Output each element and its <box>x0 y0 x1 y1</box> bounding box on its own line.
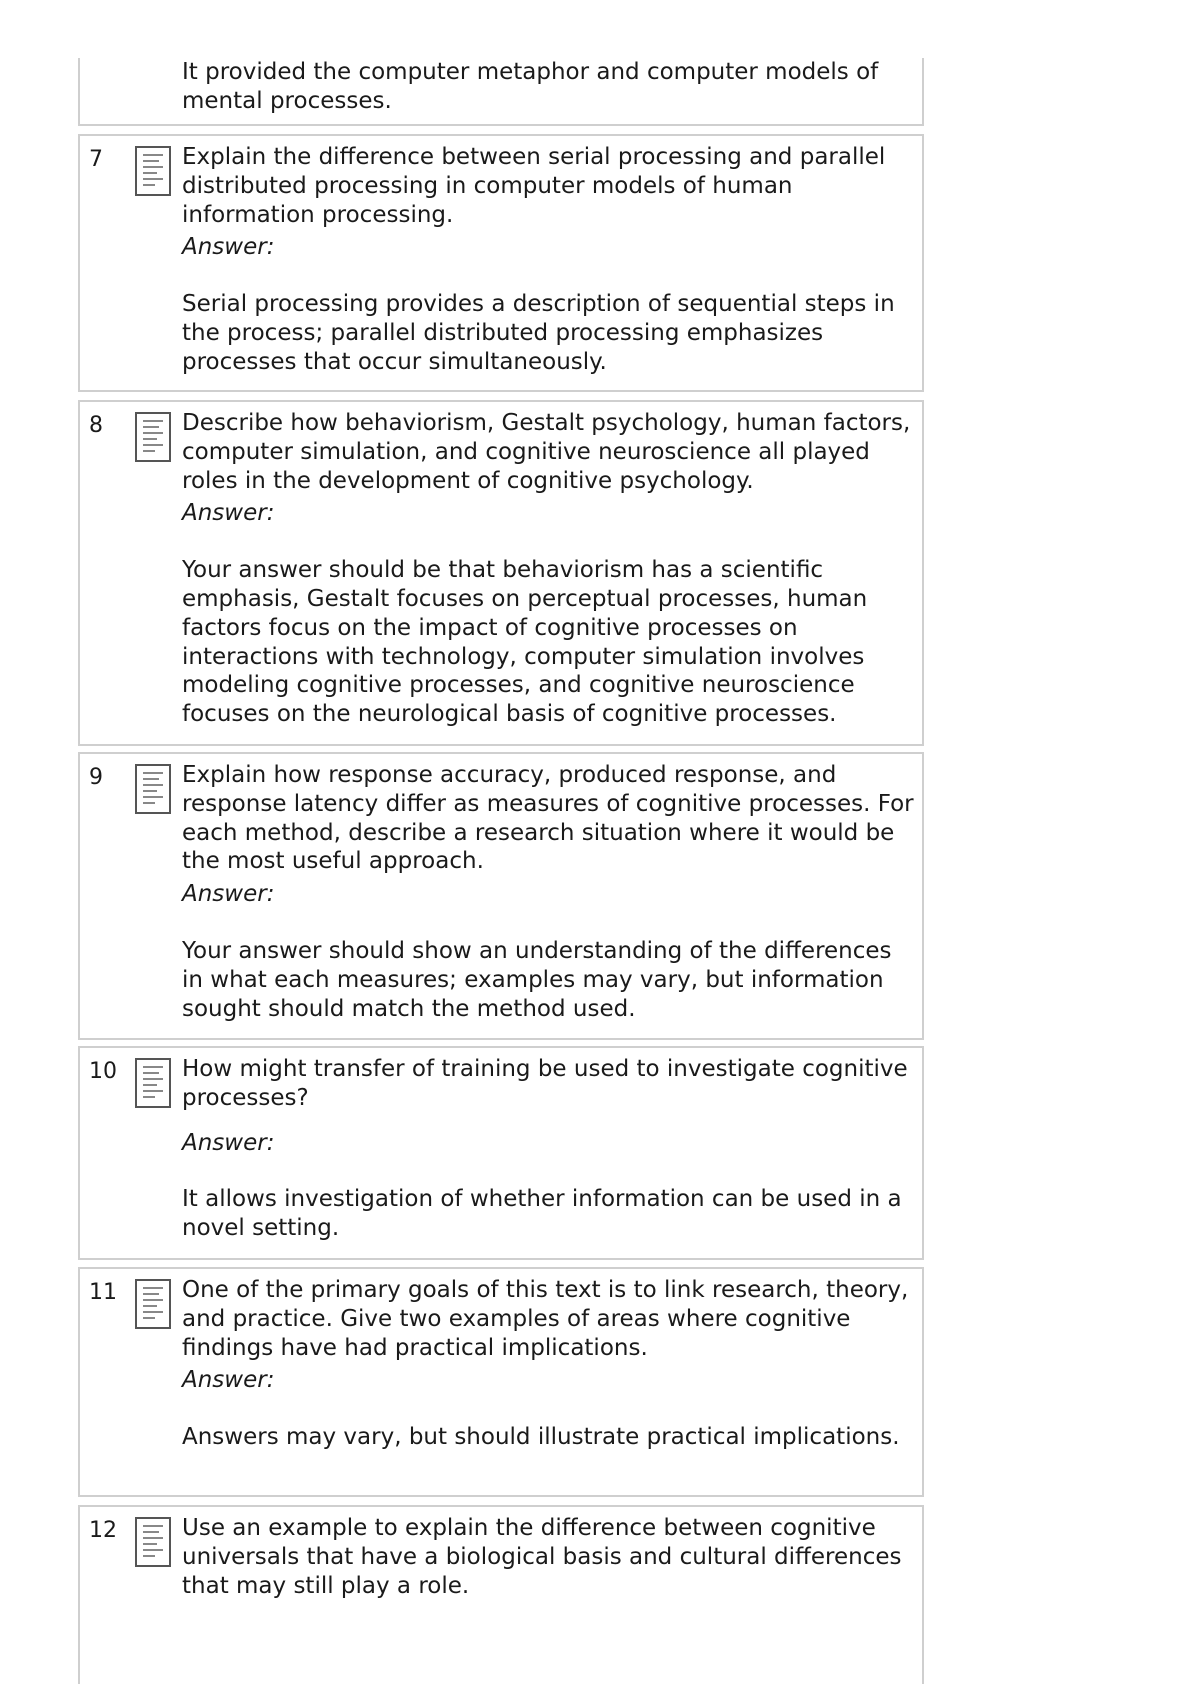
question-block <box>182 1276 916 1452</box>
question-number: 10 <box>89 1059 117 1084</box>
answer-text: It allows investigation of whether information can be used in a novel setting. <box>182 1186 902 1242</box>
question-number: 9 <box>89 765 103 790</box>
question-text: One of the primary goals of this text is to link research, theory, and practice. Give two examples of areas where cognitive findings have had practical implications. <box>182 1277 909 1361</box>
answer-label: Answer: <box>182 234 275 261</box>
answer-text: Your answer should show an understanding of the differences in what each measures; examples may vary, but information sought should match the method used. <box>182 937 892 1022</box>
question-card-9 <box>78 752 924 1040</box>
question-number: 11 <box>89 1280 117 1305</box>
question-block <box>182 1055 916 1243</box>
question-block <box>182 143 916 377</box>
question-text: Use an example to explain the difference between cognitive universals that have a biological basis and cultural differences that may still play a role. <box>182 1515 902 1599</box>
question-number: 8 <box>89 413 103 438</box>
answer-label: Answer: <box>182 500 275 527</box>
answer-text: Your answer should be that behaviorism has a scientific emphasis, Gestalt focuses on perceptual processes, human factors focus on the impact of cognitive processes on interactions with technology, computer simulation involves modeling cognitive processes, and cognitive neuroscience focuses on the neurological basis of cognitive processes. <box>182 557 868 728</box>
answer-text: Serial processing provides a description of sequential steps in the process; parallel distributed processing emphasizes processes that occur simultaneously. <box>182 291 895 375</box>
question-number: 7 <box>89 147 103 172</box>
question-card-8 <box>78 400 924 746</box>
question-card-continued <box>78 58 924 126</box>
question-block <box>182 409 916 729</box>
question-text: Explain the difference between serial processing and parallel distributed processing in computer models of human information processing. <box>182 144 886 228</box>
question-text: Explain how response accuracy, produced response, and response latency differ as measures of cognitive processes. For each method, describe a research situation where it would be the most useful approach. <box>182 762 914 875</box>
question-block <box>182 1514 916 1600</box>
question-card-10 <box>78 1046 924 1260</box>
document-icon[interactable] <box>135 1517 171 1567</box>
question-text: Describe how behaviorism, Gestalt psychology, human factors, computer simulation, and cognitive neuroscience all played roles in the development of cognitive psychology. <box>182 410 911 494</box>
document-icon[interactable] <box>135 1058 171 1108</box>
document-icon[interactable] <box>135 412 171 462</box>
question-block <box>182 761 916 1023</box>
answer-label: Answer: <box>182 881 275 908</box>
document-icon[interactable] <box>135 1279 171 1329</box>
question-card-11 <box>78 1267 924 1497</box>
answer-text: Answers may vary, but should illustrate practical implications. <box>182 1424 900 1451</box>
answer-label: Answer: <box>182 1367 275 1394</box>
document-icon[interactable] <box>135 764 171 814</box>
answer-text: It provided the computer metaphor and computer models of mental processes. <box>182 59 879 114</box>
question-number: 12 <box>89 1518 117 1543</box>
question-card-12 <box>78 1505 924 1684</box>
question-card-7 <box>78 134 924 392</box>
answer-label: Answer: <box>182 1129 275 1156</box>
document-icon[interactable] <box>135 146 171 196</box>
question-text: How might transfer of training be used to investigate cognitive processes? <box>182 1056 908 1111</box>
